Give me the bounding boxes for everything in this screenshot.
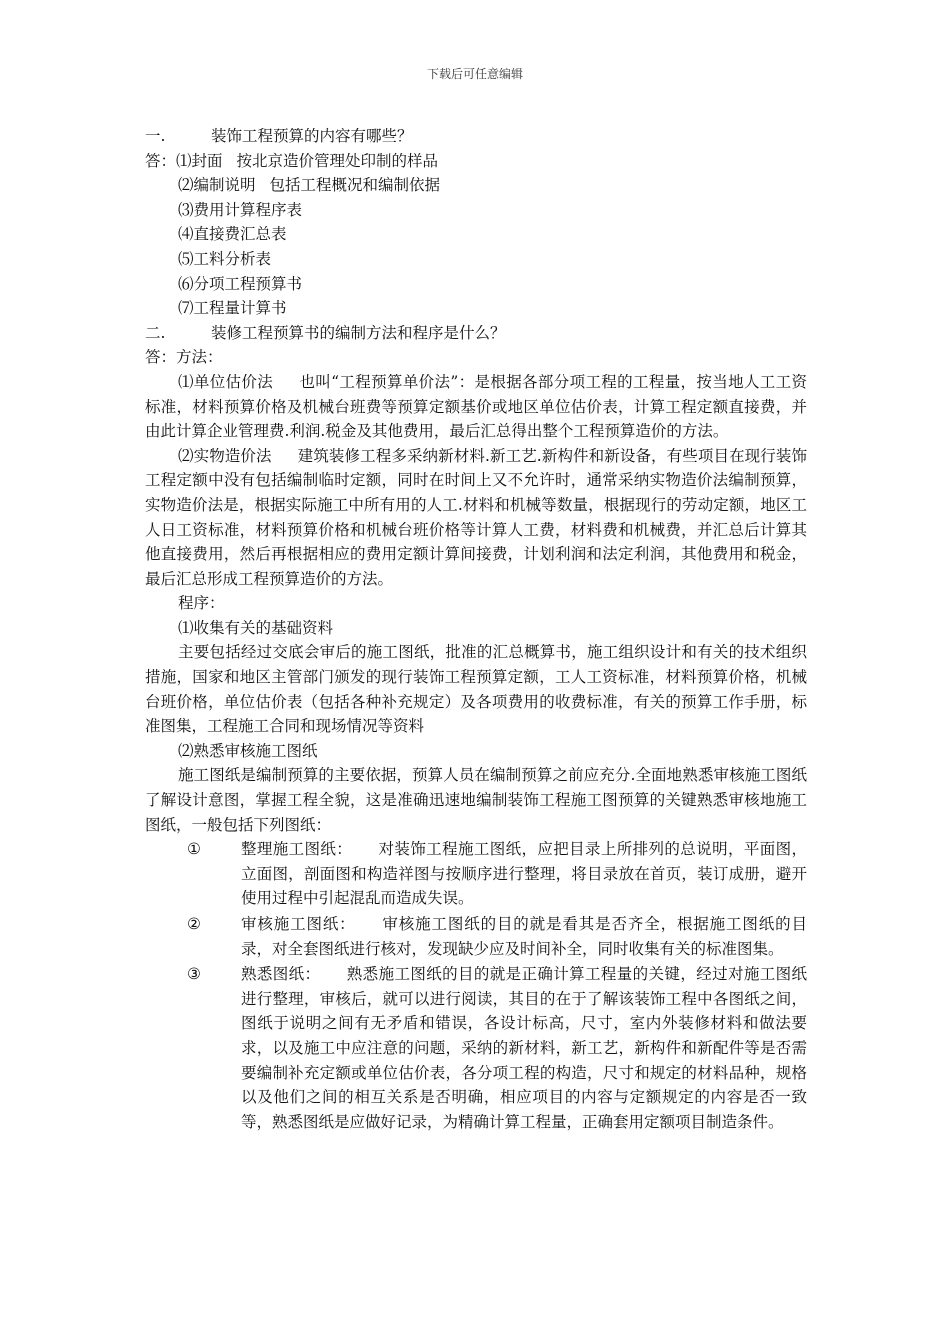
item-label: ⑴封面: [176, 151, 223, 170]
list-item: ⑹分项工程预算书: [178, 274, 303, 293]
question-number: 二.: [145, 323, 166, 342]
circled-number: ①: [187, 840, 201, 859]
sub-item-2: [145, 912, 807, 961]
list-item: ⑺工程量计算书: [178, 299, 287, 318]
sub-item-label: 熟悉图纸：: [241, 965, 321, 984]
list-item: [145, 173, 807, 198]
method-2-paragraph: [145, 444, 807, 592]
item-desc: 按北京造价管理处印制的样品: [236, 151, 439, 170]
page-header: 下载后可任意编辑: [426, 67, 523, 81]
list-item: ⑸工料分析表: [178, 249, 272, 268]
method-label: ⑴单位估价法: [178, 372, 274, 391]
method-1-paragraph: [145, 370, 807, 444]
question-title: 装饰工程预算的内容有哪些？: [211, 127, 413, 145]
method-text: 也叫“工程预算单价法”：是根据各部分项工程的工程量，按当地人工工资标准，材料预算价格及机械台班费等预算定额基价或地区单位估价表，计算工程定额直接费，并由此计算企业管理费.利润.税金及其他费用，最后汇总得出整个工程预算造价的方法。: [145, 372, 807, 441]
circled-number: ②: [187, 915, 201, 933]
sub-item-text: 熟悉施工图纸的目的就是正确计算工程量的关键，经过对施工图纸进行整理，审核后，就可以进行阅读，其目的在于了解该装饰工程中各图纸之间，图纸于说明之间有无矛盾和错误，各设计标高，尺寸，室内外装修材料和做法要求，以及施工中应注意的问题，采纳的新材料，新工艺，新构件和新配件等是否需要编制补充定额或单位估价表，各分项工程的构造，尺寸和规定的材料品种，规格以及他们之间的相互关系是否明确，相应项目的内容与定额规定的内容是否一致等，熟悉图纸是应做好记录，为精确计算工程量，正确套用定额项目制造条件。: [241, 965, 807, 1131]
step-2-title: ⑵熟悉审核施工图纸: [178, 741, 318, 760]
step-1-title: ⑴收集有关的基础资料: [178, 618, 334, 637]
answer-prefix: 答：: [145, 151, 177, 170]
list-item: ⑷直接费汇总表: [178, 225, 287, 244]
sub-item-text: 对装饰工程施工图纸，应把目录上所排列的总说明，平面图，立面图，剖面图和构造祥图与按顺序进行整理，将目录放在首页，装订成册，避开使用过程中引起混乱而造成失误。: [241, 840, 807, 908]
sub-item-text: 审核施工图纸的目的就是看其是否齐全，根据施工图纸的目录，对全套图纸进行核对，发现缺少应及时间补全，同时收集有关的标准图集。: [241, 915, 807, 958]
question-1: [145, 124, 807, 149]
sub-item-label: 整理施工图纸：: [241, 840, 353, 859]
sub-item-3: [145, 962, 807, 1134]
list-item: ⑶费用计算程序表: [178, 200, 303, 219]
step-1-paragraph: 主要包括经过交底会审后的施工图纸，批准的汇总概算书，施工组织设计和有关的技术组织措施，国家和地区主管部门颁发的现行装饰工程预算定额，工人工资标准，材料预算价格，机械台班价格，单位估价表（包括各种补充规定）及各项费用的收费标准，有关的预算工作手册，标准图集，工程施工合同和现场情况等资料: [145, 643, 807, 736]
method-label: ⑵实物造价法: [178, 446, 272, 465]
method-text: 建筑装修工程多采纳新材料.新工艺.新构件和新设备，有些项目在现行装饰工程定额中没有包括编制临时定额，同时在时间上又不允许时，通常采纳实物造价法编制预算，实物造价法是，根据实际施工中所有用的人工.材料和机械等数量，根据现行的劳动定额，地区工人日工资标准，材料预算价格和机械台班价格等计算人工费，材料费和机械费，并汇总后计算其他直接费用，然后再根据相应的费用定额计算间接费，计划利润和法定利润，其他费用和税金，最后汇总形成工程预算造价的方法。: [145, 446, 807, 588]
circled-number: ③: [187, 965, 201, 984]
item-label: ⑵编制说明: [178, 176, 256, 195]
answer-2-label: 答：方法：: [145, 348, 223, 367]
item-desc: 包括工程概况和编制依据: [269, 176, 441, 195]
question-number: 一.: [145, 127, 166, 145]
step-2-paragraph: 施工图纸是编制预算的主要依据，预算人员在编制预算之前应充分.全面地熟悉审核施工图纸了解设计意图，掌握工程全貌，这是准确迅速地编制装饰工程施工图预算的关键熟悉审核地施工图纸，一般包括下列图纸：: [145, 766, 807, 834]
question-title: 装修工程预算书的编制方法和程序是什么？: [211, 323, 506, 342]
sub-item-label: 审核施工图纸：: [241, 915, 356, 933]
sub-item-1: [145, 837, 807, 911]
document-body: [145, 124, 807, 1134]
question-2: [145, 321, 807, 346]
procedure-label: 程序：: [178, 594, 225, 613]
answer-1-first-line: [145, 149, 807, 174]
